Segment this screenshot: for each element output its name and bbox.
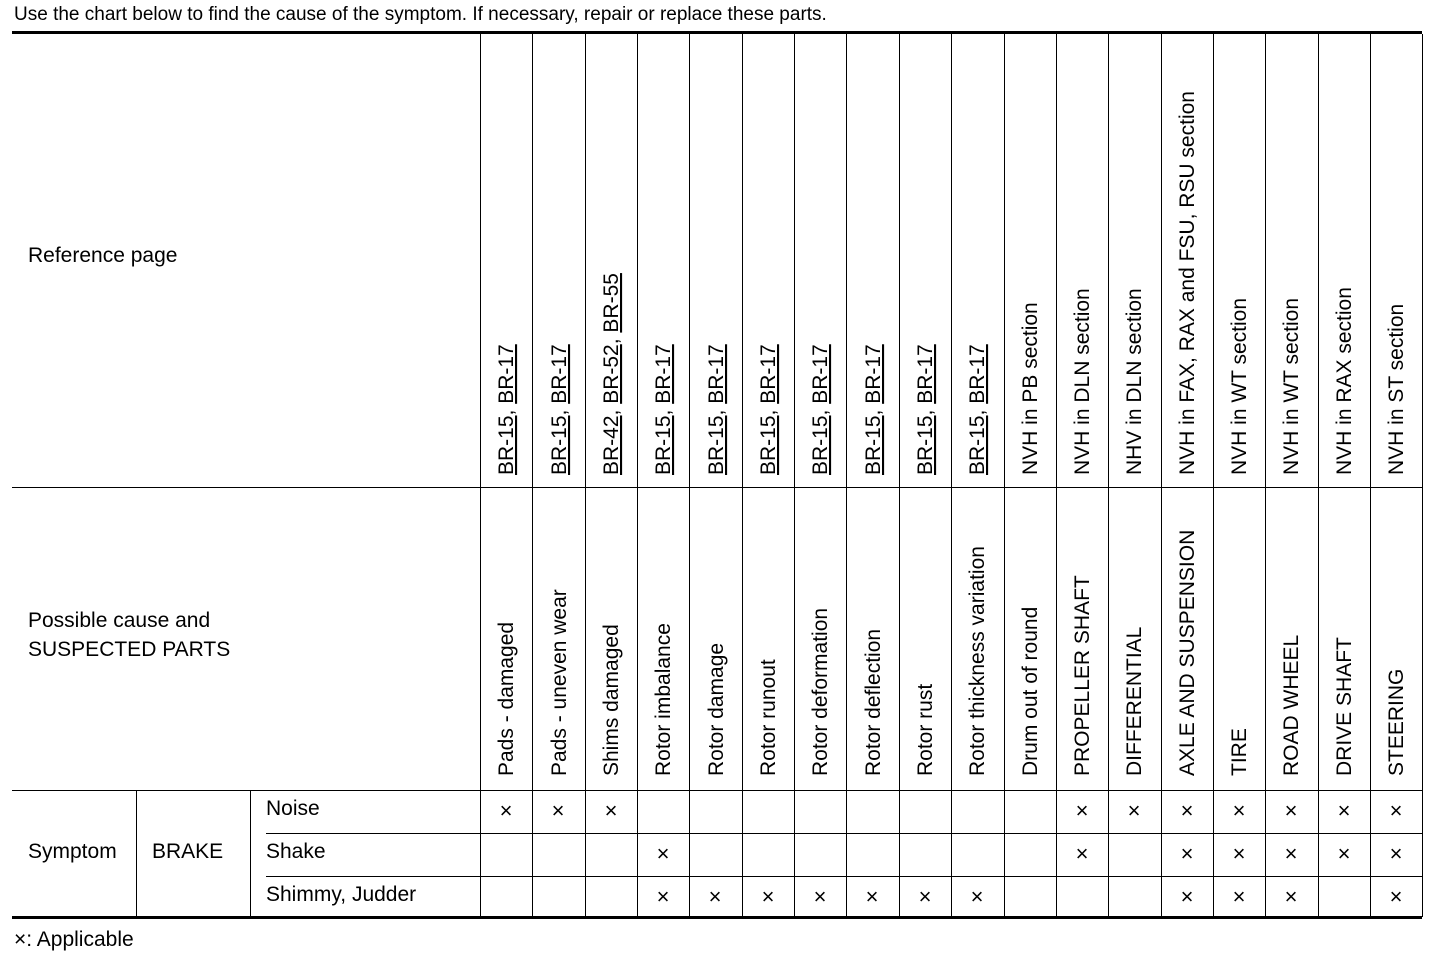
col-divider: [1108, 34, 1109, 917]
cause-14: AXLE AND SUSPENSION: [1175, 529, 1199, 776]
cause-4: Rotor imbalance: [652, 623, 676, 776]
diagnosis-chart: [12, 31, 1422, 951]
applicable-mark: ×: [604, 798, 618, 823]
cause-8: Rotor deflection: [861, 628, 885, 776]
applicable-mark: ×: [1284, 841, 1298, 866]
applicable-mark: ×: [918, 884, 932, 909]
cause-17-wrap: [1329, 326, 1359, 776]
reference-page-14: NVH in FAX, RAX and FSU, RSU section: [1175, 91, 1199, 475]
reference-page-13: NHV in DLN section: [1123, 288, 1147, 475]
cause-8-wrap: [858, 326, 888, 776]
reference-page-18: NVH in ST section: [1385, 303, 1409, 475]
applicable-mark: ×: [499, 798, 513, 823]
reference-page-16: NVH in WT section: [1280, 298, 1304, 475]
cause-18: STEERING: [1385, 668, 1409, 776]
col-divider: [1370, 34, 1371, 917]
reference-page-12: NVH in DLN section: [1071, 288, 1095, 475]
cause-4-wrap: [648, 326, 678, 776]
col-divider: [1422, 34, 1423, 917]
col-divider: [1004, 34, 1005, 917]
cause-11: Drum out of round: [1018, 606, 1042, 776]
applicable-mark: ×: [1232, 884, 1246, 909]
cause-12: PROPELLER SHAFT: [1071, 575, 1095, 776]
col-divider: [136, 790, 137, 917]
col-divider: [1318, 34, 1319, 917]
cause-3-wrap: [596, 326, 626, 776]
col-divider: [480, 34, 481, 917]
cause-2-wrap: [544, 326, 574, 776]
applicable-mark: ×: [1389, 841, 1403, 866]
col-divider: [899, 34, 900, 917]
reference-page-2: BR-15, BR-17: [547, 344, 571, 475]
col-divider: [1213, 34, 1214, 917]
cause-13-wrap: [1119, 326, 1149, 776]
cause-10-wrap: [962, 326, 992, 776]
reference-page-8: BR-15, BR-17: [861, 344, 885, 475]
applicable-mark: ×: [970, 884, 984, 909]
cause-6-wrap: [753, 326, 783, 776]
cause-15: TIRE: [1228, 728, 1252, 776]
reference-page-5: BR-15, BR-17: [704, 344, 728, 475]
cause-9-wrap: [910, 326, 940, 776]
cause-7: Rotor deformation: [809, 607, 833, 776]
symptom-row-label: Noise: [266, 797, 320, 820]
col-divider: [689, 34, 690, 917]
cause-9: Rotor rust: [913, 683, 937, 776]
cause-2: Pads - uneven wear: [547, 589, 571, 776]
applicable-mark: ×: [1337, 798, 1351, 823]
reference-page-label: Reference page: [28, 244, 178, 267]
symptom-row-label: Shimmy, Judder: [266, 883, 417, 906]
cause-5: Rotor damage: [704, 642, 728, 776]
cause-5-wrap: [701, 326, 731, 776]
applicable-mark: ×: [1075, 798, 1089, 823]
applicable-mark: ×: [761, 884, 775, 909]
reference-page-3: BR-42, BR-52, BR-55: [599, 273, 623, 475]
col-divider: [250, 790, 251, 917]
cause-11-wrap: [1015, 326, 1045, 776]
cause-16-wrap: [1276, 326, 1306, 776]
reference-page-17: NVH in RAX section: [1332, 287, 1356, 475]
applicable-mark: ×: [551, 798, 565, 823]
symptom-row-label: Shake: [266, 840, 326, 863]
reference-page-7: BR-15, BR-17: [809, 344, 833, 475]
cause-3: Shims damaged: [599, 624, 623, 776]
applicable-mark: ×: [1232, 841, 1246, 866]
symptom-label: Symptom: [28, 840, 117, 863]
reference-page-9: BR-15, BR-17: [913, 344, 937, 475]
col-divider: [532, 34, 533, 917]
reference-page-1: BR-15, BR-17: [495, 344, 519, 475]
applicable-mark: ×: [1127, 798, 1141, 823]
possible-cause-line1: Possible cause and: [28, 609, 211, 632]
col-divider: [794, 34, 795, 917]
applicable-mark: ×: [1337, 841, 1351, 866]
legend: ×: Applicable: [14, 928, 134, 951]
reference-page-6: BR-15, BR-17: [756, 344, 780, 475]
reference-page-15: NVH in WT section: [1228, 298, 1252, 475]
applicable-mark: ×: [813, 884, 827, 909]
applicable-mark: ×: [865, 884, 879, 909]
col-divider: [846, 34, 847, 917]
cause-16: ROAD WHEEL: [1280, 634, 1304, 776]
possible-cause-line2: SUSPECTED PARTS: [28, 638, 231, 661]
col-divider: [1265, 34, 1266, 917]
applicable-mark: ×: [656, 841, 670, 866]
col-divider: [951, 34, 952, 917]
applicable-mark: ×: [1180, 798, 1194, 823]
intro-text: Use the chart below to find the cause of the symptom. If necessary, repair or replace these parts.: [14, 4, 827, 25]
reference-page-4: BR-15, BR-17: [652, 344, 676, 475]
applicable-mark: ×: [1232, 798, 1246, 823]
cause-10: Rotor thickness variation: [966, 546, 990, 776]
reference-page-11: NVH in PB section: [1018, 302, 1042, 475]
cause-14-wrap: [1172, 326, 1202, 776]
col-divider: [637, 34, 638, 917]
possible-cause-label: [28, 606, 230, 664]
cause-12-wrap: [1067, 326, 1097, 776]
cause-1: Pads - damaged: [495, 621, 519, 776]
applicable-mark: ×: [1180, 841, 1194, 866]
applicable-mark: ×: [656, 884, 670, 909]
col-divider: [585, 34, 586, 917]
system-label: BRAKE: [152, 840, 224, 863]
cause-18-wrap: [1381, 326, 1411, 776]
cause-7-wrap: [805, 326, 835, 776]
applicable-mark: ×: [1284, 884, 1298, 909]
applicable-mark: ×: [1284, 798, 1298, 823]
col-divider: [1161, 34, 1162, 917]
reference-page-10: BR-15, BR-17: [966, 344, 990, 475]
applicable-mark: ×: [708, 884, 722, 909]
cause-17: DRIVE SHAFT: [1332, 637, 1356, 776]
applicable-mark: ×: [1389, 798, 1403, 823]
cause-6: Rotor runout: [756, 659, 780, 776]
applicable-mark: ×: [1389, 884, 1403, 909]
cause-13: DIFFERENTIAL: [1123, 626, 1147, 776]
col-divider: [742, 34, 743, 917]
cause-1-wrap: [491, 326, 521, 776]
col-divider: [1056, 34, 1057, 917]
cause-15-wrap: [1224, 326, 1254, 776]
applicable-mark: ×: [1180, 884, 1194, 909]
applicable-mark: ×: [1075, 841, 1089, 866]
